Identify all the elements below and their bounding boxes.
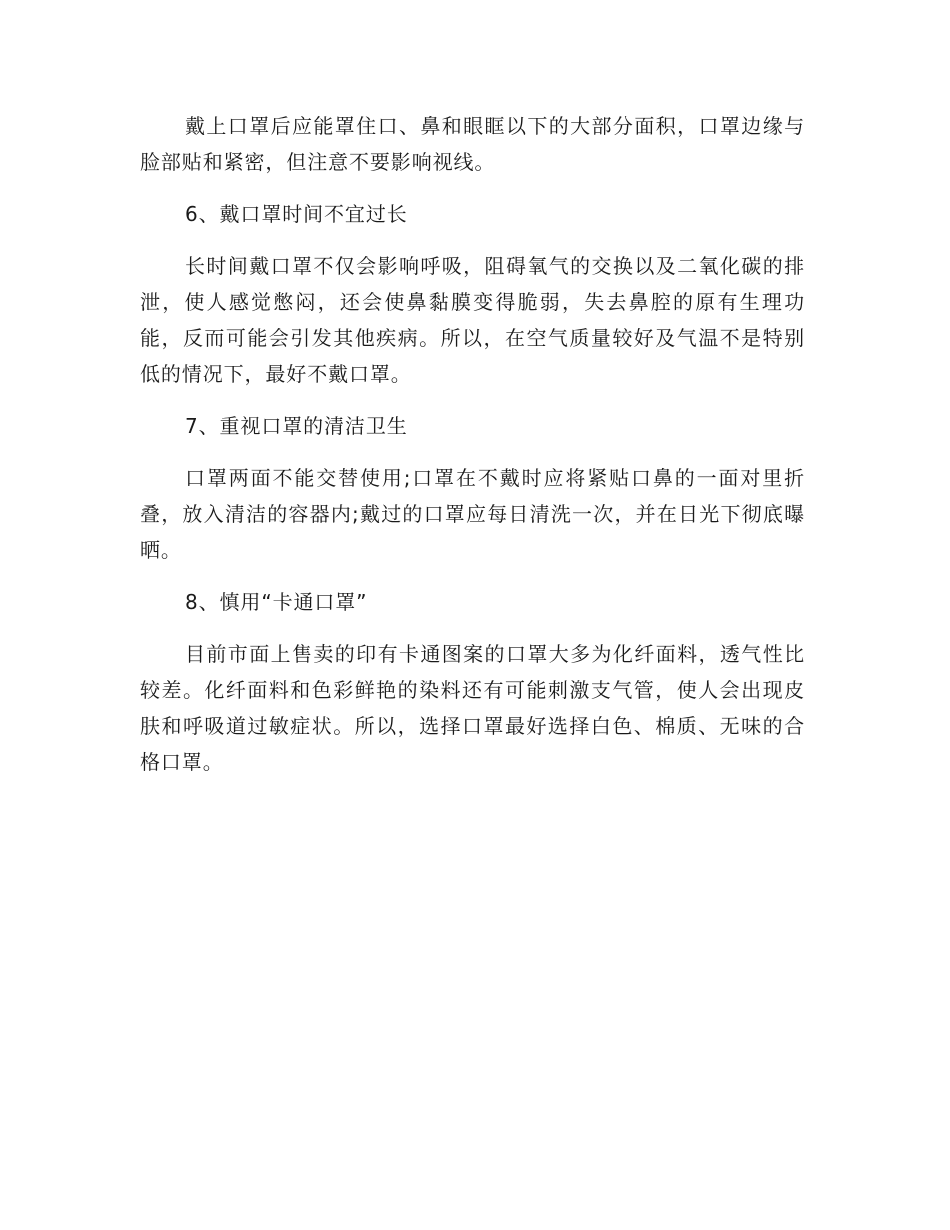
paragraph-cartoon-mask: 目前市面上售卖的印有卡通图案的口罩大多为化纤面料，透气性比较差。化纤面料和色彩鲜艳的染料还有可能刺激支气管，使人会出现皮肤和呼吸道过敏症状。所以，选择口罩最好选择白色、棉质、无味的合格口罩。: [140, 642, 805, 774]
paragraph-duration: 长时间戴口罩不仅会影响呼吸，阻碍氧气的交换以及二氧化碳的排泄，使人感觉憋闷，还会使鼻黏膜变得脆弱，失去鼻腔的原有生理功能，反而可能会引发其他疾病。所以，在空气质量较好及气温不是特别低的情况下，最好不戴口罩。: [140, 254, 805, 386]
heading-7-hygiene: 7、重视口罩的清洁卫生: [185, 414, 408, 438]
paragraph-mask-coverage: 戴上口罩后应能罩住口、鼻和眼眶以下的大部分面积，口罩边缘与脸部贴和紧密，但注意不要影响视线。: [140, 114, 805, 174]
paragraph-hygiene: 口罩两面不能交替使用;口罩在不戴时应将紧贴口鼻的一面对里折叠，放入清洁的容器内;戴过的口罩应每日清洗一次，并在日光下彻底曝晒。: [140, 466, 805, 562]
heading-6-duration: 6、戴口罩时间不宜过长: [185, 202, 408, 226]
document-body: [140, 108, 805, 796]
heading-8-cartoon-mask: 8、慎用“卡通口罩”: [185, 590, 368, 614]
